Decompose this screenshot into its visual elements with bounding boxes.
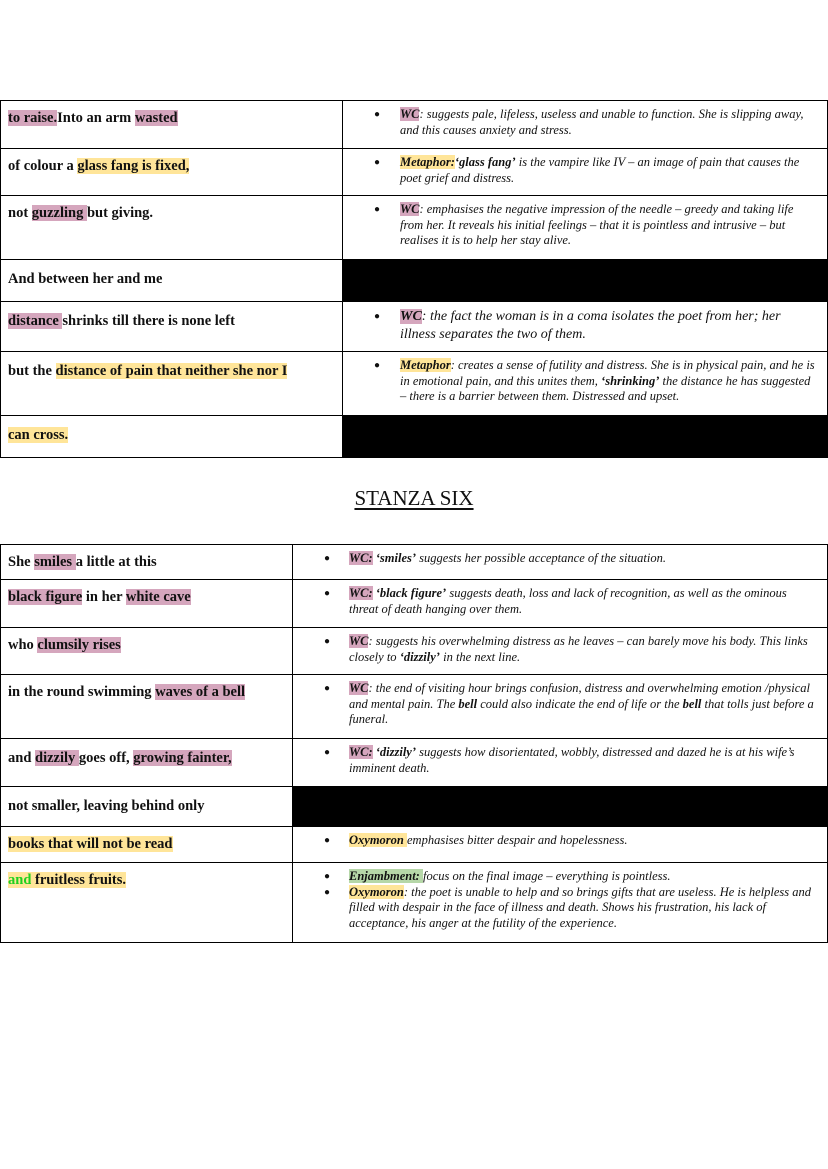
text-segment: bell bbox=[682, 696, 702, 711]
analysis-note bbox=[293, 863, 828, 943]
blank-cell bbox=[343, 416, 828, 458]
highlighted-text: books that will not be read bbox=[8, 836, 173, 852]
poem-line bbox=[1, 260, 343, 302]
text-segment: emphasises bitter despair and hopelessness. bbox=[407, 833, 628, 847]
text-segment: She bbox=[8, 554, 35, 570]
highlighted-text: WC bbox=[400, 107, 420, 121]
text-segment: that tolls just before a funeral. bbox=[349, 696, 814, 726]
poem-line bbox=[1, 149, 343, 196]
text-segment: not smaller, leaving behind only bbox=[8, 798, 205, 814]
analysis-table-stanza-five bbox=[0, 100, 828, 458]
text-segment: : suggests his overwhelming distress as he leaves – can barely move his body. This links closely to bbox=[349, 634, 808, 664]
poem-line bbox=[1, 196, 343, 260]
text-segment: in the round swimming bbox=[8, 684, 156, 700]
analysis-note bbox=[343, 196, 828, 260]
text-segment: but the bbox=[8, 363, 56, 379]
table-row bbox=[1, 149, 828, 196]
text-segment: who bbox=[8, 637, 38, 653]
text-segment: : the fact the woman is in a coma isolates the poet from her; her illness separates the two of them. bbox=[400, 309, 781, 342]
text-segment: Into an arm bbox=[57, 110, 135, 126]
analysis-note bbox=[293, 545, 828, 580]
highlighted-text: WC bbox=[400, 309, 422, 324]
text-segment: but giving. bbox=[86, 205, 154, 221]
bullet-point bbox=[343, 202, 817, 249]
text-segment: ‘dizzily’ bbox=[372, 745, 417, 759]
text-segment: suggests death, loss and lack of recognition, as well as the ominous threat of death hanging over them. bbox=[349, 586, 787, 616]
text-segment: And between her and me bbox=[8, 271, 163, 287]
bullet-point bbox=[293, 681, 817, 728]
text-segment: ‘shrinking’ bbox=[601, 373, 660, 388]
text-segment: : the poet is unable to help and so brings gifts that are useless. He is helpless and filled with despair in the face of illness and death. Shows his frustration, his lack of acceptance, his anger at the futility of the experience. bbox=[349, 884, 812, 930]
table-row bbox=[1, 101, 828, 149]
table-row bbox=[1, 260, 828, 302]
highlighted-text: WC bbox=[349, 681, 369, 695]
text-segment: could also indicate the end of life or the bbox=[477, 696, 683, 711]
highlighted-text: wasted bbox=[134, 110, 178, 126]
highlighted-text: guzzling bbox=[31, 205, 87, 221]
highlighted-text: Oxymoron bbox=[349, 833, 407, 847]
poem-line bbox=[1, 416, 343, 458]
blank-cell bbox=[343, 260, 828, 302]
highlighted-text: WC: bbox=[349, 551, 373, 565]
table-row bbox=[1, 416, 828, 458]
poem-line bbox=[1, 545, 293, 580]
text-segment: and bbox=[8, 750, 36, 766]
table-row bbox=[1, 580, 828, 628]
text-segment: focus on the final image – everything is pointless. bbox=[422, 869, 671, 883]
analysis-note bbox=[343, 352, 828, 416]
text-segment: goes off, bbox=[78, 750, 134, 766]
poem-line bbox=[1, 863, 293, 943]
text-segment: : suggests pale, lifeless, useless and unable to function. She is slipping away, and this causes anxiety and stress. bbox=[400, 107, 804, 137]
text-segment: not bbox=[8, 205, 32, 221]
bullet-point bbox=[343, 107, 817, 138]
poem-line bbox=[1, 675, 293, 739]
stanza-heading: STANZA SIX bbox=[354, 486, 474, 510]
highlighted-text: glass fang is fixed, bbox=[77, 158, 190, 174]
bullet-point bbox=[293, 745, 817, 776]
table-row bbox=[1, 675, 828, 739]
highlighted-text: growing fainter, bbox=[133, 750, 232, 766]
text-segment: a little at this bbox=[75, 554, 157, 570]
highlighted-text: WC bbox=[400, 202, 420, 216]
highlighted-text: Enjambment: bbox=[349, 869, 423, 883]
bullet-point bbox=[293, 869, 817, 885]
highlighted-text: clumsily rises bbox=[37, 637, 121, 653]
text-segment: shrinks till there is none left bbox=[62, 313, 235, 329]
highlighted-text: smiles bbox=[34, 554, 76, 570]
bullet-point bbox=[343, 155, 817, 186]
bullet-point bbox=[293, 634, 817, 665]
highlighted-text: Oxymoron bbox=[349, 884, 404, 899]
highlighted-text: Metaphor bbox=[400, 358, 451, 372]
analysis-note bbox=[293, 675, 828, 739]
poem-line bbox=[1, 302, 343, 352]
text-segment: suggests how disorientated, wobbly, distressed and dazed he is at his wife’s imminent death. bbox=[349, 745, 795, 775]
bullet-point bbox=[293, 885, 817, 932]
analysis-note bbox=[343, 101, 828, 149]
bullet-point bbox=[293, 551, 817, 567]
text-segment: suggests her possible acceptance of the situation. bbox=[416, 551, 666, 565]
highlighted-text: to raise. bbox=[8, 110, 58, 126]
highlighted-text: Metaphor: bbox=[400, 155, 455, 169]
highlighted-text: waves of a bell bbox=[155, 684, 245, 700]
table-row bbox=[1, 545, 828, 580]
text-segment: : emphasises the negative impression of the needle – greedy and taking life from her. It reveals his initial feelings – that it is pointless and intrusive – but realises it is to help her stay alive. bbox=[400, 202, 794, 247]
text-segment: ‘glass fang’ bbox=[454, 155, 516, 169]
highlighted-text: distance bbox=[8, 313, 63, 329]
poem-line bbox=[1, 628, 293, 675]
highlighted-text: WC bbox=[349, 634, 369, 648]
table-row bbox=[1, 196, 828, 260]
bullet-point bbox=[343, 358, 817, 405]
text-segment: in the next line. bbox=[439, 649, 521, 664]
bullet-point bbox=[293, 586, 817, 617]
analysis-note bbox=[293, 827, 828, 863]
highlighted-text: can cross. bbox=[8, 427, 69, 443]
text-segment: bell bbox=[458, 696, 478, 711]
text-segment: ‘black figure’ bbox=[372, 586, 447, 600]
table-row bbox=[1, 827, 828, 863]
analysis-table-stanza-six bbox=[0, 544, 828, 943]
table-row bbox=[1, 628, 828, 675]
bullet-point bbox=[293, 833, 817, 849]
poem-line bbox=[1, 787, 293, 827]
text-segment: ‘smiles’ bbox=[372, 551, 417, 565]
highlighted-text: WC: bbox=[349, 586, 373, 600]
analysis-note bbox=[293, 580, 828, 628]
blank-cell bbox=[293, 787, 828, 827]
table-row bbox=[1, 302, 828, 352]
text-segment: is the vampire like IV – an image of pain that causes the poet grief and distress. bbox=[400, 155, 800, 185]
highlighted-text: black figure bbox=[8, 589, 83, 605]
poem-line bbox=[1, 827, 293, 863]
highlighted-text: distance of pain that neither she nor I bbox=[55, 363, 288, 379]
table-row bbox=[1, 739, 828, 787]
poem-line bbox=[1, 101, 343, 149]
highlighted-text: and bbox=[8, 872, 32, 888]
highlighted-text: white cave bbox=[125, 589, 191, 605]
text-segment: the distance he has suggested – there is a barrier between them. Distressed and upset. bbox=[400, 373, 811, 403]
text-segment: of colour a bbox=[8, 158, 78, 174]
analysis-note bbox=[343, 149, 828, 196]
text-segment: : creates a sense of futility and distress. She is in physical pain, and he is in emotional pain, and this unites them, bbox=[400, 358, 815, 388]
text-segment: in her bbox=[82, 589, 126, 605]
highlighted-text: dizzily bbox=[35, 750, 79, 766]
bullet-point bbox=[343, 308, 817, 344]
table-row bbox=[1, 863, 828, 943]
poem-line bbox=[1, 739, 293, 787]
highlighted-text: WC: bbox=[349, 745, 373, 759]
poem-line bbox=[1, 580, 293, 628]
analysis-note bbox=[293, 739, 828, 787]
table-row bbox=[1, 352, 828, 416]
highlighted-text: fruitless fruits. bbox=[31, 872, 127, 888]
analysis-note bbox=[343, 302, 828, 352]
table-row bbox=[1, 787, 828, 827]
text-segment: ‘dizzily’ bbox=[399, 649, 440, 664]
analysis-note bbox=[293, 628, 828, 675]
poem-line bbox=[1, 352, 343, 416]
text-segment: : the end of visiting hour brings confusion, distress and overwhelming emotion /physical and mental pain. The bbox=[349, 681, 810, 711]
